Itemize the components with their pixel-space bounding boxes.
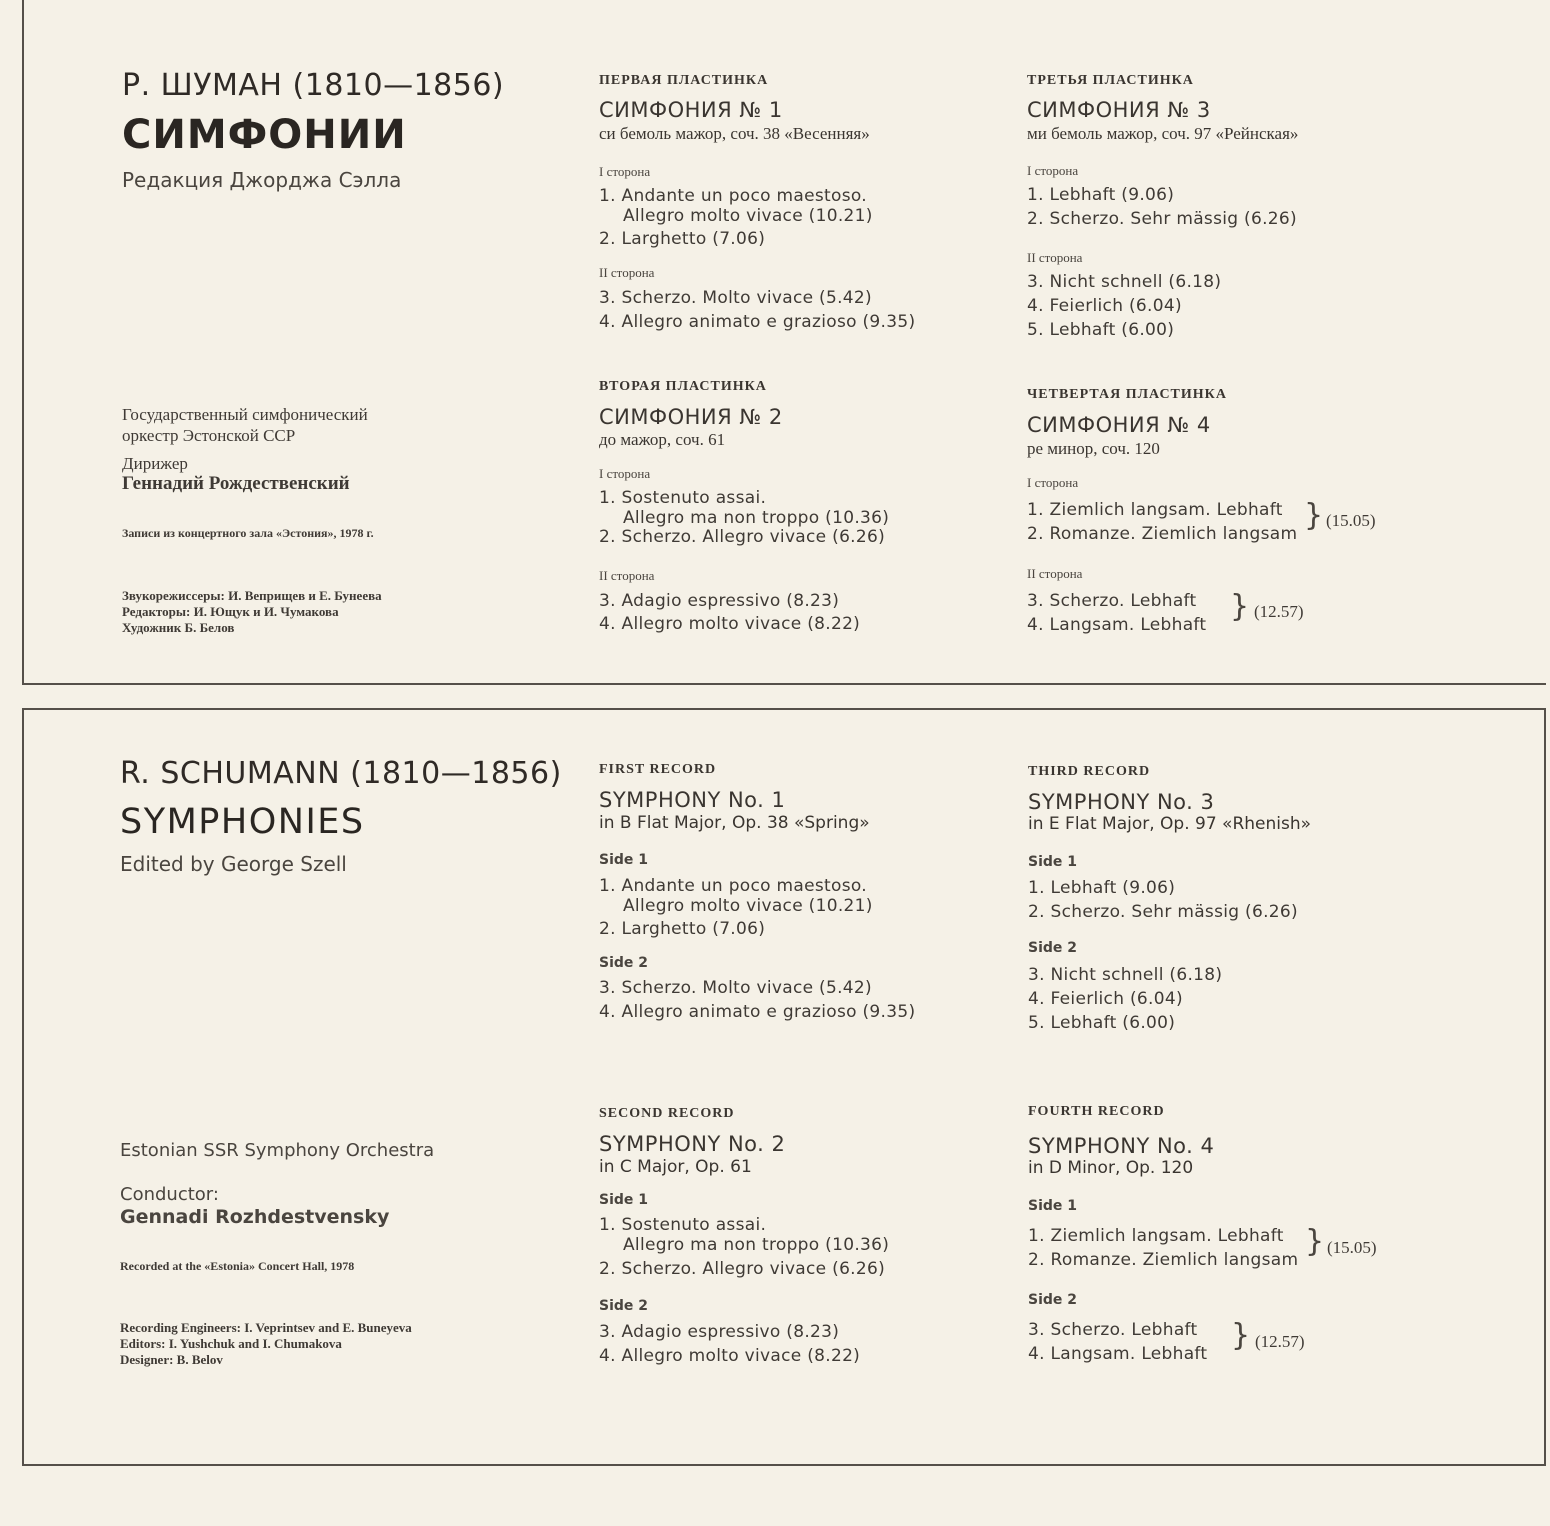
track: 2. Romanze. Ziemlich langsam: [1027, 524, 1298, 544]
symphony-title: SYMPHONY No. 3: [1028, 790, 1215, 814]
side-label: Side 2: [1028, 1292, 1078, 1308]
record-label: ПЕРВАЯ ПЛАСТИНКА: [599, 73, 769, 88]
side-label: Side 1: [599, 1192, 649, 1208]
track-continuation: Allegro ma non troppo (10.36): [623, 1235, 890, 1255]
recorded-note: Recorded at the «Estonia» Concert Hall, 1978: [120, 1259, 355, 1273]
record-label: FOURTH RECORD: [1028, 1104, 1165, 1119]
record-label: THIRD RECORD: [1028, 764, 1151, 779]
symphony-title: SYMPHONY No. 1: [599, 788, 786, 812]
track: 4. Feierlich (6.04): [1028, 989, 1183, 1009]
record-label: ЧЕТВЕРТАЯ ПЛАСТИНКА: [1027, 387, 1227, 402]
edited-by: Edited by George Szell: [120, 852, 347, 876]
symphony-title: СИМФОНИЯ № 3: [1027, 98, 1211, 122]
combined-duration: (15.05): [1327, 1238, 1377, 1257]
combined-duration: (12.57): [1255, 1332, 1305, 1351]
track: 3. Scherzo. Lebhaft: [1028, 1320, 1198, 1340]
track: 5. Lebhaft (6.00): [1027, 320, 1175, 340]
brace-icon: }: [1305, 1224, 1325, 1259]
side-label: Side 1: [1028, 1198, 1078, 1214]
side-label: II сторона: [599, 265, 655, 280]
track: 2. Scherzo. Allegro vivace (6.26): [599, 527, 886, 547]
symphony-subtitle: си бемоль мажор, соч. 38 «Весенняя»: [599, 124, 870, 143]
orchestra-line-2: оркестр Эстонской ССР: [122, 426, 296, 445]
track: 3. Nicht schnell (6.18): [1027, 272, 1222, 292]
track: 1. Lebhaft (9.06): [1027, 185, 1175, 205]
brace-icon: }: [1230, 589, 1250, 624]
track: 3. Nicht schnell (6.18): [1028, 965, 1223, 985]
track: 2. Larghetto (7.06): [599, 229, 766, 249]
symphony-subtitle: in B Flat Major, Op. 38 «Spring»: [599, 813, 870, 833]
track: 3. Scherzo. Molto vivace (5.42): [599, 978, 872, 998]
track: 4. Langsam. Lebhaft: [1027, 615, 1207, 635]
side-label: I сторона: [1027, 163, 1079, 178]
russian-panel: [22, 0, 1546, 685]
track: 1. Lebhaft (9.06): [1028, 878, 1176, 898]
orchestra: Estonian SSR Symphony Orchestra: [120, 1140, 435, 1161]
side-label: II сторона: [1027, 250, 1083, 265]
brace-icon: }: [1304, 498, 1324, 533]
side-label: Side 2: [1028, 940, 1078, 956]
track: 1. Ziemlich langsam. Lebhaft: [1028, 1226, 1284, 1246]
album-title: SYMPHONIES: [120, 802, 365, 842]
track: 5. Lebhaft (6.00): [1028, 1013, 1176, 1033]
symphony-subtitle: in E Flat Major, Op. 97 «Rhenish»: [1028, 814, 1312, 834]
track: 1. Sostenuto assai.: [599, 488, 767, 508]
record-label: SECOND RECORD: [599, 1106, 735, 1121]
side-label: II сторона: [1027, 566, 1083, 581]
track: 3. Adagio espressivo (8.23): [599, 1322, 840, 1342]
symphony-title: СИМФОНИЯ № 1: [599, 98, 783, 122]
track: 1. Andante un poco maestoso.: [599, 876, 867, 896]
track-continuation: Allegro molto vivace (10.21): [623, 206, 873, 226]
side-label: I сторона: [1027, 475, 1079, 490]
album-title: СИМФОНИИ: [122, 112, 407, 158]
side-label: Side 1: [599, 852, 649, 868]
track: 4. Allegro animato e grazioso (9.35): [599, 312, 916, 332]
track: 4. Allegro molto vivace (8.22): [599, 614, 861, 634]
symphony-title: СИМФОНИЯ № 2: [599, 405, 783, 429]
symphony-subtitle: ре минор, соч. 120: [1027, 439, 1160, 458]
combined-duration: (12.57): [1254, 602, 1304, 621]
edited-by: Редакция Джорджа Сэлла: [122, 168, 402, 192]
english-panel: [22, 708, 1546, 1466]
side-label: II сторона: [599, 568, 655, 583]
symphony-title: SYMPHONY No. 2: [599, 1132, 786, 1156]
side-label: Side 2: [599, 1298, 649, 1314]
track: 3. Scherzo. Molto vivace (5.42): [599, 288, 872, 308]
side-label: I сторона: [599, 164, 651, 179]
symphony-title: SYMPHONY No. 4: [1028, 1134, 1215, 1158]
composer-heading: Р. ШУМАН (1810—1856): [122, 68, 505, 103]
side-label: Side 1: [1028, 854, 1078, 870]
track-continuation: Allegro molto vivace (10.21): [623, 896, 873, 916]
editors: Editors: I. Yushchuk and I. Chumakova: [120, 1336, 342, 1351]
conductor-name: Геннадий Рождественский: [122, 473, 350, 494]
symphony-title: СИМФОНИЯ № 4: [1027, 413, 1211, 437]
side-label: I сторона: [599, 466, 651, 481]
track: 1. Andante un poco maestoso.: [599, 186, 867, 206]
editors: Редакторы: И. Ющук и И. Чумакова: [122, 604, 339, 619]
symphony-subtitle: до мажор, соч. 61: [599, 430, 726, 449]
track: 2. Scherzo. Sehr mässig (6.26): [1027, 209, 1297, 229]
brace-icon: }: [1231, 1318, 1251, 1353]
combined-duration: (15.05): [1326, 511, 1376, 530]
record-label: ВТОРАЯ ПЛАСТИНКА: [599, 379, 767, 394]
track: 4. Allegro molto vivace (8.22): [599, 1346, 861, 1366]
recorded-note: Записи из концертного зала «Эстония», 1978 г.: [122, 526, 374, 540]
engineers: Recording Engineers: I. Veprintsev and E. Buneyeva: [120, 1320, 412, 1335]
designer: Художник Б. Белов: [122, 620, 235, 635]
track: 2. Romanze. Ziemlich langsam: [1028, 1250, 1299, 1270]
symphony-subtitle: ми бемоль мажор, соч. 97 «Рейнская»: [1027, 124, 1299, 143]
conductor-name: Gennadi Rozhdestvensky: [120, 1206, 390, 1228]
track: 1. Ziemlich langsam. Lebhaft: [1027, 500, 1283, 520]
conductor-label: Дирижер: [122, 454, 188, 473]
track: 2. Scherzo. Allegro vivace (6.26): [599, 1259, 886, 1279]
track: 1. Sostenuto assai.: [599, 1215, 767, 1235]
track-continuation: Allegro ma non troppo (10.36): [623, 508, 890, 528]
track: 3. Scherzo. Lebhaft: [1027, 591, 1197, 611]
orchestra-line-1: Государственный симфонический: [122, 405, 368, 424]
track: 4. Allegro animato e grazioso (9.35): [599, 1002, 916, 1022]
track: 2. Scherzo. Sehr mässig (6.26): [1028, 902, 1298, 922]
designer: Designer: B. Belov: [120, 1352, 223, 1367]
track: 3. Adagio espressivo (8.23): [599, 591, 840, 611]
record-label: FIRST RECORD: [599, 762, 717, 777]
engineers: Звукорежиссеры: И. Веприщев и Е. Бунеева: [122, 588, 382, 603]
track: 4. Feierlich (6.04): [1027, 296, 1182, 316]
symphony-subtitle: in D Minor, Op. 120: [1028, 1158, 1194, 1178]
side-label: Side 2: [599, 955, 649, 971]
track: 2. Larghetto (7.06): [599, 919, 766, 939]
composer-heading: R. SCHUMANN (1810—1856): [120, 756, 562, 791]
conductor-label: Conductor:: [120, 1184, 219, 1205]
symphony-subtitle: in C Major, Op. 61: [599, 1157, 752, 1177]
track: 4. Langsam. Lebhaft: [1028, 1344, 1208, 1364]
record-label: ТРЕТЬЯ ПЛАСТИНКА: [1027, 73, 1194, 88]
